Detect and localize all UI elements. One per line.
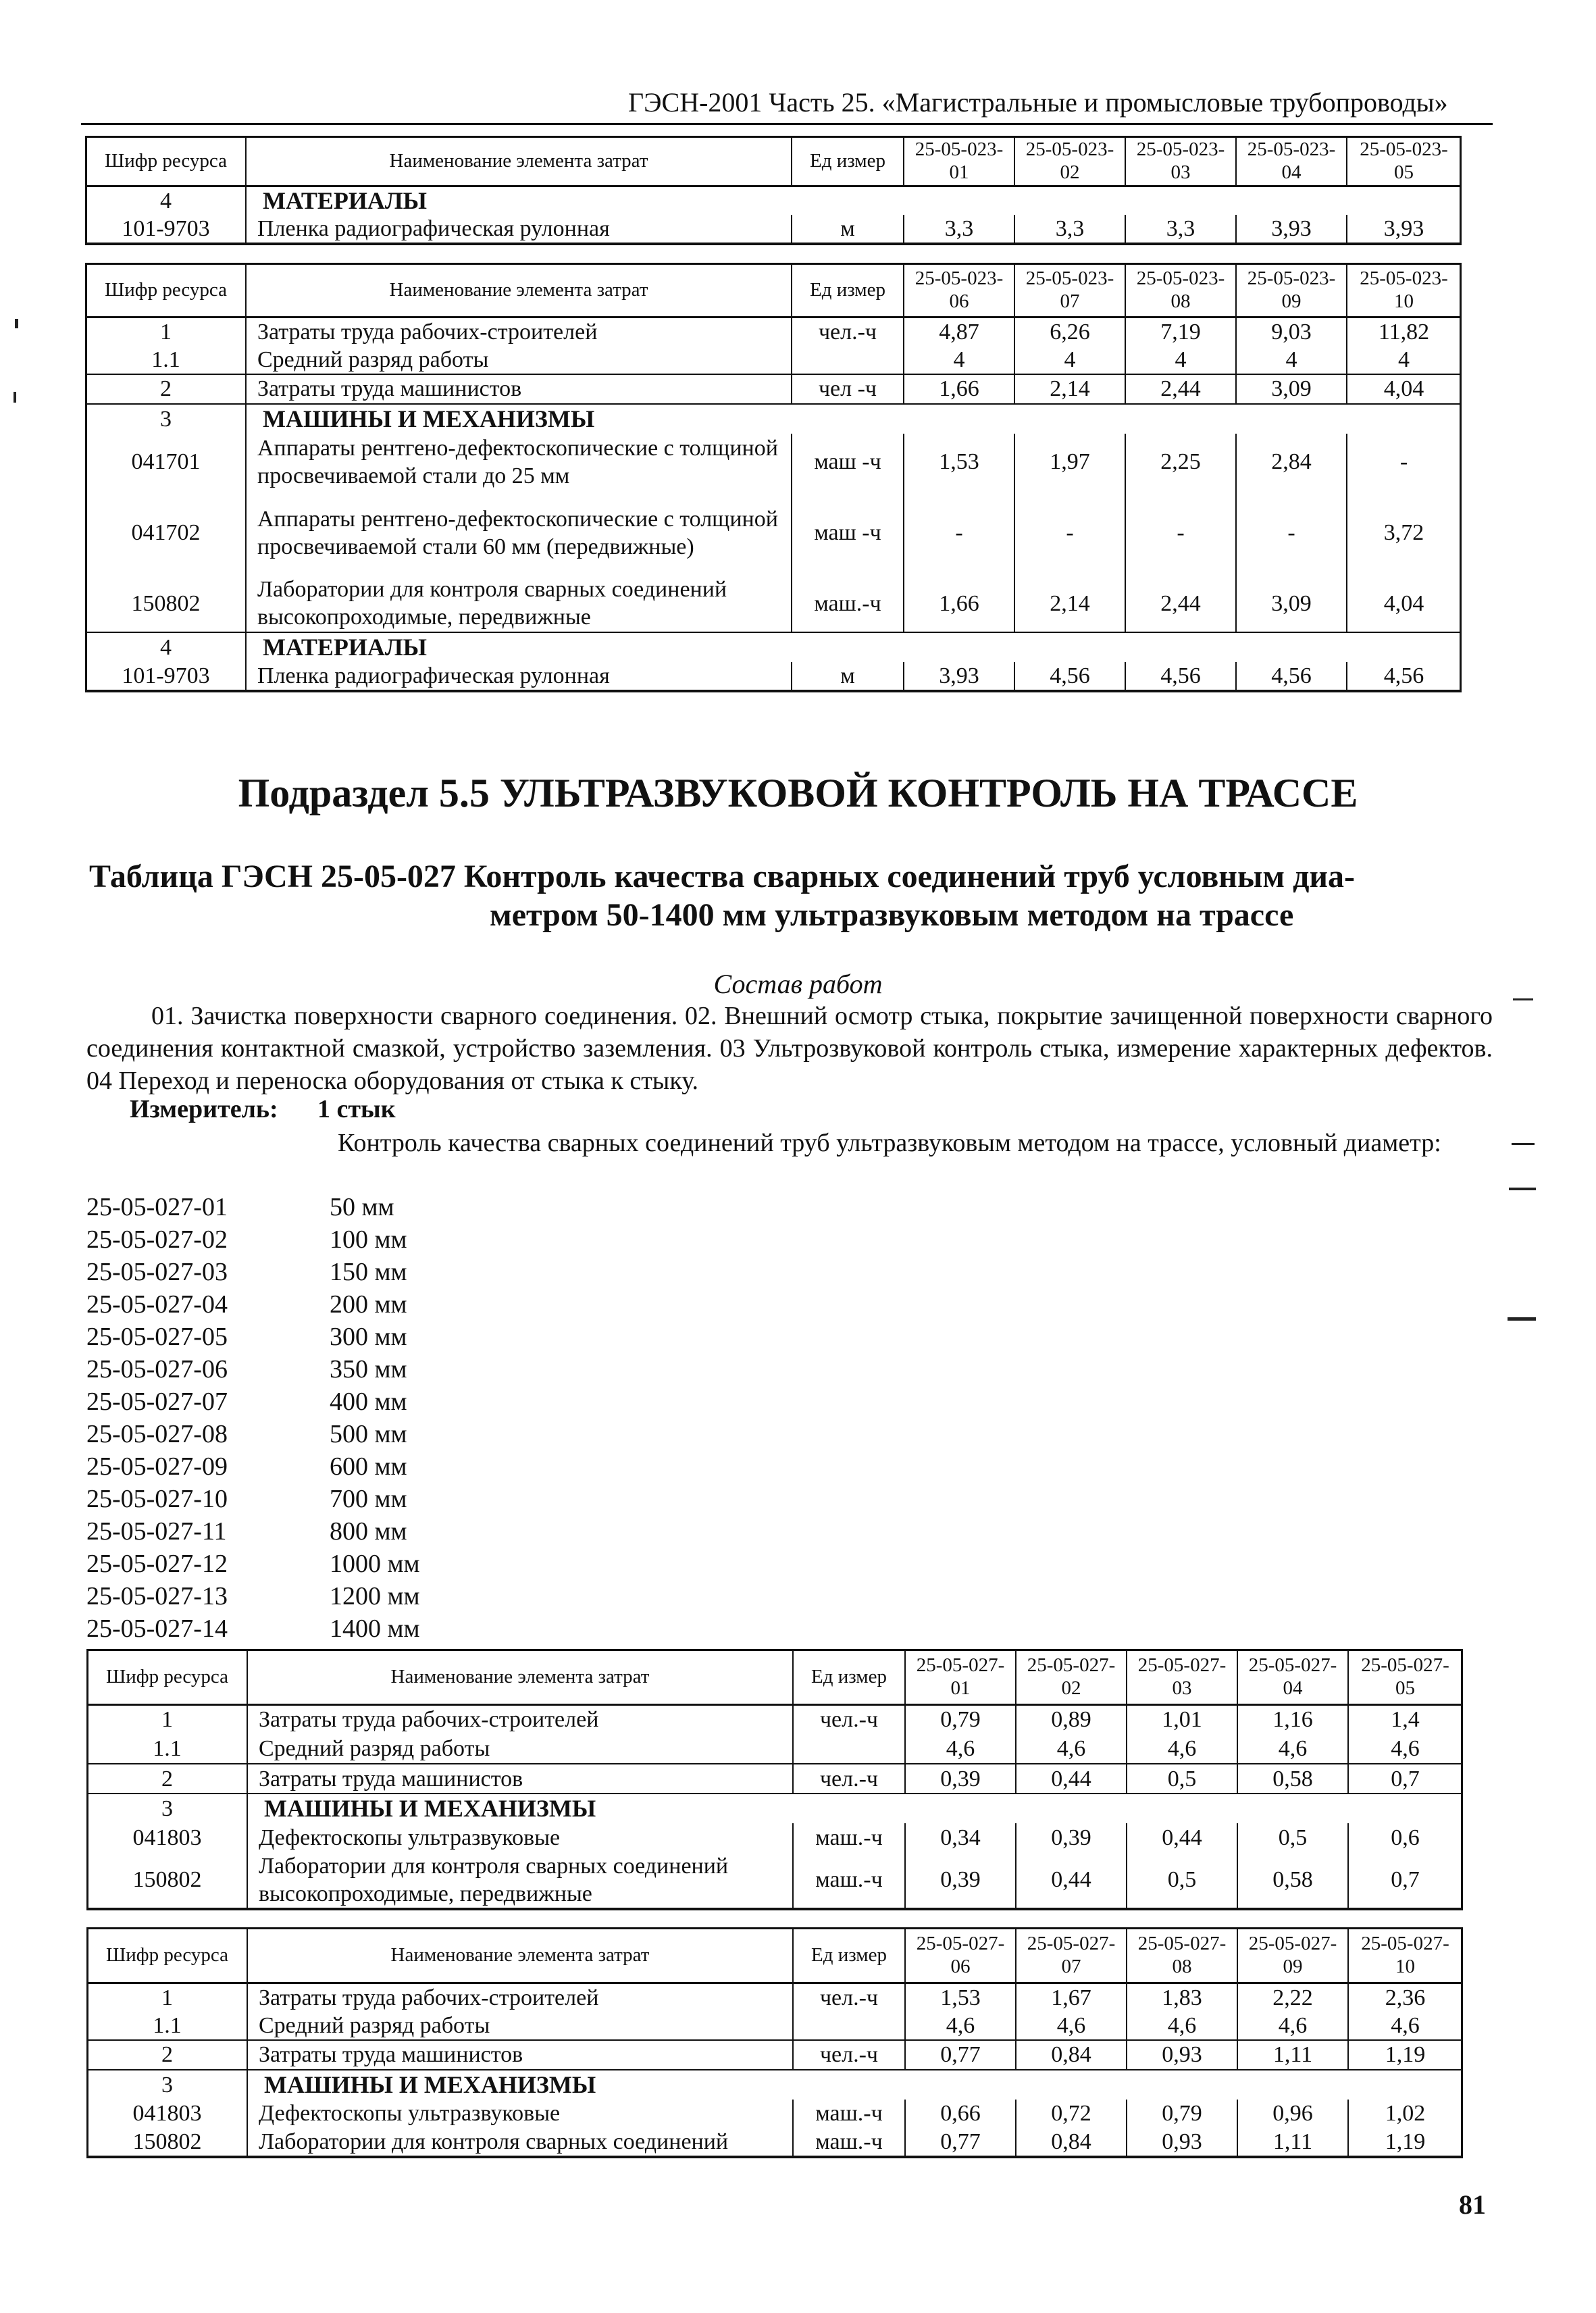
section-row (88, 2070, 1462, 2100)
norm-value: 4,04 (1347, 374, 1460, 404)
norm-value: 1,02 (1385, 2101, 1426, 2126)
norm-value: 0,5 (1127, 1764, 1237, 1794)
item-row (86, 1225, 407, 1254)
norm-value: 0,34 (905, 1823, 1016, 1852)
item-code: 25-05-027-13 (86, 1582, 228, 1610)
resource-code: 041803 (88, 1823, 247, 1852)
header-unit: Ед измер (792, 264, 904, 317)
resource-code: 3 (86, 404, 246, 434)
norm-value: 3,72 (1383, 520, 1424, 545)
unit (792, 346, 904, 374)
norm-value: 0,66 (905, 2100, 1016, 2128)
scan-speck (1512, 1143, 1535, 1145)
item-code: 25-05-027-10 (86, 1485, 228, 1513)
page-number: 81 (1459, 2189, 1486, 2220)
table-header-row (88, 1929, 1462, 1983)
item-row (86, 1419, 407, 1449)
norm-value: 11,82 (1378, 319, 1430, 345)
measure-label: Измеритель: (130, 1095, 278, 1123)
norm-value: 3,93 (1236, 215, 1347, 243)
header-element-name: Наименование элемента затрат (247, 1650, 793, 1704)
unit: чел.-ч (793, 1983, 905, 2012)
norm-value: 2,44 (1125, 374, 1236, 404)
item-diameter: 200 мм (330, 1290, 407, 1319)
norm-value: 4,6 (1016, 1734, 1127, 1764)
item-row (86, 1452, 407, 1481)
element-name: Аппараты рентгено-дефектоскопические с толщиной просвечиваемой стали до 25 мм (246, 434, 792, 490)
composition-text: 01. Зачистка поверхности сварного соединения. 02. Внешний осмотр стыка, покрытие зачищенной поверхности сварного соединения контактной смазкой, устройство заземления. 03 Ультрозвуковой контроль стыка, измерение характерных дефектов. 04 Переход и переноска оборудования от стыка к стыку. (86, 1002, 1493, 1095)
resource-table-027-06-10 (88, 1929, 1462, 2157)
subsection-title: Подраздел 5.5 УЛЬТРАЗВУКОВОЙ КОНТРОЛЬ НА ТРАССЕ (238, 771, 1358, 815)
norm-value: 4,56 (1236, 662, 1347, 690)
table-row (88, 1852, 1462, 1908)
item-code: 25-05-027-01 (86, 1193, 228, 1221)
item-diameter: 400 мм (330, 1388, 407, 1416)
header-norm-code: 25-05-023-08 (1125, 264, 1236, 317)
item-row (86, 1517, 407, 1546)
table-row (88, 1823, 1462, 1852)
item-row (86, 1192, 394, 1222)
item-code: 25-05-027-05 (86, 1323, 228, 1351)
element-name: Лаборатории для контроля сварных соединений (247, 2128, 793, 2156)
resource-code: 1.1 (88, 2012, 247, 2040)
scan-speck (14, 392, 16, 403)
norm-value: 0,39 (1016, 1823, 1127, 1852)
norm-value: 4 (1014, 346, 1125, 374)
table-row (86, 490, 1460, 576)
unit: м (792, 662, 904, 690)
element-name: Пленка радиографическая рулонная (246, 215, 792, 243)
norm-value: 3,3 (904, 215, 1014, 243)
norm-value: 1,97 (1014, 434, 1125, 490)
header-unit: Ед измер (793, 1929, 905, 1983)
scan-speck (1513, 998, 1533, 1000)
header-norm-code: 25-05-027-02 (1016, 1650, 1127, 1704)
norm-value: 4,04 (1347, 576, 1460, 632)
table-row (86, 434, 1460, 490)
norm-value: 0,44 (1016, 1764, 1127, 1794)
table-row (88, 2012, 1462, 2040)
norm-value: 0,39 (905, 1764, 1016, 1794)
item-row (86, 1257, 407, 1287)
section-row (86, 404, 1460, 434)
header-resource-code: Шифр ресурса (88, 1650, 247, 1704)
section-row (88, 1794, 1462, 1823)
norm-value: 0,77 (905, 2128, 1016, 2156)
norm-value: 1,19 (1348, 2040, 1462, 2070)
section-row (86, 186, 1460, 215)
resource-code: 041701 (86, 434, 246, 490)
header-norm-code: 25-05-027-10 (1348, 1929, 1462, 1983)
table-body (88, 1650, 1462, 1908)
unit: маш.-ч (793, 1852, 905, 1908)
norm-value: 1,4 (1391, 1707, 1420, 1733)
header-norm-code: 25-05-027-03 (1127, 1650, 1237, 1704)
unit: маш.-ч (793, 2128, 905, 2156)
resource-code: 150802 (88, 1852, 247, 1908)
norm-value: 0,7 (1348, 1764, 1462, 1794)
item-row (86, 1614, 420, 1644)
resource-code: 4 (86, 632, 246, 662)
table-row (86, 317, 1460, 346)
section-row (86, 632, 1460, 662)
table-row (86, 662, 1460, 690)
norm-value: 2,22 (1237, 1983, 1348, 2012)
item-row (86, 1322, 407, 1352)
unit: маш.-ч (793, 2100, 905, 2128)
header-norm-code: 25-05-027-06 (905, 1929, 1016, 1983)
norm-value: 1,11 (1237, 2040, 1348, 2070)
norm-value: 1,53 (905, 1983, 1016, 2012)
norm-value: 2,14 (1014, 576, 1125, 632)
composition-heading: Состав работ (713, 969, 883, 999)
element-name: Аппараты рентгено-дефектоскопические с толщиной просвечиваемой стали 60 мм (передвижные) (246, 490, 792, 576)
header-norm-code: 25-05-027-01 (905, 1650, 1016, 1704)
resource-table-023-06-10 (86, 264, 1460, 691)
header-rule (81, 123, 1493, 125)
element-name: Пленка радиографическая рулонная (246, 662, 792, 690)
item-code: 25-05-027-11 (86, 1517, 227, 1546)
item-row (86, 1581, 420, 1611)
norm-value: 3,3 (1014, 215, 1125, 243)
norm-value: 1,01 (1127, 1704, 1237, 1734)
norm-value: 4,6 (1348, 2012, 1462, 2040)
norm-value: - (1125, 490, 1236, 576)
header-unit: Ед измер (793, 1650, 905, 1704)
resource-code: 3 (88, 1794, 247, 1823)
norm-value: 0,72 (1016, 2100, 1127, 2128)
item-diameter: 350 мм (330, 1355, 407, 1383)
table-row (88, 2128, 1462, 2156)
element-name: Лаборатории для контроля сварных соединений высокопроходимые, передвижные (247, 1852, 793, 1908)
element-name: Дефектоскопы ультразвуковые (247, 2100, 793, 2128)
item-diameter: 300 мм (330, 1323, 407, 1351)
resource-code: 2 (88, 2040, 247, 2070)
norm-value: 4,56 (1347, 662, 1460, 690)
norm-value: 0,5 (1237, 1823, 1348, 1852)
norm-value: 3,3 (1125, 215, 1236, 243)
item-code: 25-05-027-12 (86, 1550, 228, 1578)
table-row (88, 1764, 1462, 1794)
norm-value: - (1236, 490, 1347, 576)
norm-value: - (1399, 449, 1408, 474)
item-diameter: 800 мм (330, 1517, 407, 1546)
item-row (86, 1484, 407, 1514)
norm-value: 0,96 (1237, 2100, 1348, 2128)
item-code: 25-05-027-09 (86, 1452, 228, 1481)
item-code: 25-05-027-04 (86, 1290, 228, 1319)
resource-code: 3 (88, 2070, 247, 2100)
norm-value: 4,87 (904, 317, 1014, 346)
resource-code: 101-9703 (86, 662, 246, 690)
norm-value: 3,09 (1236, 374, 1347, 404)
item-diameter: 1200 мм (330, 1582, 420, 1610)
norm-value: 1,53 (904, 434, 1014, 490)
norm-value: 1,19 (1348, 2128, 1462, 2156)
element-name: Средний разряд работы (247, 2012, 793, 2040)
norm-value: 6,26 (1014, 317, 1125, 346)
header-norm-code: 25-05-023-02 (1014, 137, 1125, 186)
norm-value: 4,6 (1237, 2012, 1348, 2040)
item-code: 25-05-027-07 (86, 1388, 228, 1416)
resource-code: 041702 (86, 490, 246, 576)
header-element-name: Наименование элемента затрат (246, 264, 792, 317)
header-unit: Ед измер (792, 137, 904, 186)
norm-value: 0,79 (1127, 2100, 1237, 2128)
section-label: МАШИНЫ И МЕХАНИЗМЫ (263, 405, 595, 432)
norm-value: 4,6 (1127, 1734, 1237, 1764)
norm-value: 2,14 (1014, 374, 1125, 404)
item-code: 25-05-027-14 (86, 1615, 228, 1643)
norm-value: 4,6 (1127, 2012, 1237, 2040)
norm-value: 0,77 (905, 2040, 1016, 2070)
measure-value: 1 стык (317, 1095, 396, 1123)
unit: чел.-ч (793, 1764, 905, 1794)
header-norm-code: 25-05-023-09 (1236, 264, 1347, 317)
norm-value: 1,66 (904, 374, 1014, 404)
item-diameter: 500 мм (330, 1420, 407, 1448)
resource-code: 150802 (86, 576, 246, 632)
resource-code: 101-9703 (86, 215, 246, 243)
norm-value: 4 (1125, 346, 1236, 374)
norm-value: 2,84 (1236, 434, 1347, 490)
norm-value: 4,56 (1014, 662, 1125, 690)
unit: чел -ч (792, 374, 904, 404)
unit: м (792, 215, 904, 243)
norm-value: 4,6 (1237, 1734, 1348, 1764)
resource-code: 1 (88, 1983, 247, 2012)
section-label: МАШИНЫ И МЕХАНИЗМЫ (264, 2070, 596, 2098)
element-name: Лаборатории для контроля сварных соединений высокопроходимые, передвижные (246, 576, 792, 632)
table-row (88, 1734, 1462, 1764)
header-resource-code: Шифр ресурса (88, 1929, 247, 1983)
header-resource-code: Шифр ресурса (86, 137, 246, 186)
unit: маш -ч (792, 434, 904, 490)
table-title-line-1: Таблица ГЭСН 25-05-027 Контроль качества сварных соединений труб условным диа- (89, 859, 1356, 894)
norm-value: 9,03 (1236, 317, 1347, 346)
element-name: Затраты труда рабочих-строителей (247, 1704, 793, 1734)
table-row (86, 346, 1460, 374)
header-norm-code: 25-05-023-05 (1347, 137, 1460, 186)
norm-value: 0,79 (905, 1704, 1016, 1734)
header-resource-code: Шифр ресурса (86, 264, 246, 317)
item-diameter: 600 мм (330, 1452, 407, 1481)
table-header-row (88, 1650, 1462, 1704)
item-diameter: 150 мм (330, 1258, 407, 1286)
running-header: ГЭСН-2001 Часть 25. «Магистральные и промысловые трубопроводы» (628, 87, 1448, 118)
norm-value: 4,6 (1348, 1734, 1462, 1764)
norm-value: 0,44 (1127, 1823, 1237, 1852)
norm-value: - (904, 490, 1014, 576)
unit: чел.-ч (792, 317, 904, 346)
table-row (86, 576, 1460, 632)
norm-value: 3,09 (1236, 576, 1347, 632)
table-body (86, 137, 1460, 243)
item-row (86, 1549, 420, 1579)
table-title-line-2: метром 50-1400 мм ультразвуковым методом на трассе (490, 897, 1294, 933)
element-name: Средний разряд работы (246, 346, 792, 374)
norm-value: 0,93 (1127, 2040, 1237, 2070)
norm-value: 2,44 (1125, 576, 1236, 632)
element-name: Затраты труда рабочих-строителей (247, 1983, 793, 2012)
norm-value: - (1014, 490, 1125, 576)
norm-value: 1,66 (904, 576, 1014, 632)
norm-value: 0,84 (1016, 2128, 1127, 2156)
table-header-row (86, 137, 1460, 186)
header-norm-code: 25-05-023-06 (904, 264, 1014, 317)
norm-value: 1,11 (1237, 2128, 1348, 2156)
header-element-name: Наименование элемента затрат (247, 1929, 793, 1983)
table-row (86, 374, 1460, 404)
header-norm-code: 25-05-023-07 (1014, 264, 1125, 317)
header-element-name: Наименование элемента затрат (246, 137, 792, 186)
header-norm-code: 25-05-027-05 (1348, 1650, 1462, 1704)
table-row (88, 2040, 1462, 2070)
section-label: МАШИНЫ И МЕХАНИЗМЫ (264, 1795, 596, 1822)
element-name: Затраты труда рабочих-строителей (246, 317, 792, 346)
item-row (86, 1354, 407, 1384)
unit: маш -ч (792, 490, 904, 576)
table-header-row (86, 264, 1460, 317)
header-norm-code: 25-05-023-10 (1347, 264, 1460, 317)
resource-code: 1.1 (86, 346, 246, 374)
norm-value: 0,89 (1016, 1704, 1127, 1734)
header-norm-code: 25-05-023-03 (1125, 137, 1236, 186)
item-code: 25-05-027-02 (86, 1225, 228, 1254)
norm-value: 3,93 (1347, 215, 1460, 243)
norm-value: 0,58 (1237, 1764, 1348, 1794)
norm-value: 1,83 (1127, 1983, 1237, 2012)
item-code: 25-05-027-03 (86, 1258, 228, 1286)
scan-speck (1509, 1188, 1536, 1190)
norm-value: 0,7 (1348, 1852, 1462, 1908)
resource-code: 2 (86, 374, 246, 404)
item-diameter: 700 мм (330, 1485, 407, 1513)
header-norm-code: 25-05-023-01 (904, 137, 1014, 186)
item-row (86, 1290, 407, 1319)
norm-value: 0,5 (1127, 1852, 1237, 1908)
header-norm-code: 25-05-027-08 (1127, 1929, 1237, 1983)
resource-code: 1 (86, 317, 246, 346)
norm-value: 1,16 (1237, 1704, 1348, 1734)
norm-value: 1,67 (1016, 1983, 1127, 2012)
norm-value: 7,19 (1125, 317, 1236, 346)
element-name: Средний разряд работы (247, 1734, 793, 1764)
element-name: Затраты труда машинистов (246, 374, 792, 404)
table-row (86, 215, 1460, 243)
resource-code: 041803 (88, 2100, 247, 2128)
section-label: МАТЕРИАЛЫ (263, 186, 427, 214)
norm-value: 0,44 (1016, 1852, 1127, 1908)
norm-value: 4,56 (1125, 662, 1236, 690)
norm-value: 2,36 (1385, 1985, 1426, 2010)
norm-value: 4,6 (1016, 2012, 1127, 2040)
norm-value: 0,6 (1391, 1825, 1420, 1850)
norm-value: 0,84 (1016, 2040, 1127, 2070)
unit: маш.-ч (792, 576, 904, 632)
table-row (88, 1983, 1462, 2012)
scan-speck (15, 319, 18, 328)
resource-table-027-01-05 (88, 1650, 1462, 1909)
norm-value: 4,6 (905, 1734, 1016, 1764)
item-diameter: 50 мм (330, 1193, 394, 1221)
unit: маш.-ч (793, 1823, 905, 1852)
item-diameter: 1000 мм (330, 1550, 420, 1578)
resource-code: 4 (86, 186, 246, 215)
header-norm-code: 25-05-027-07 (1016, 1929, 1127, 1983)
resource-code: 2 (88, 1764, 247, 1794)
table-row (88, 1704, 1462, 1734)
norm-value: 4 (1236, 346, 1347, 374)
table-body (88, 1929, 1462, 2156)
item-description: Контроль качества сварных соединений труб ультразвуковым методом на трассе, условный диаметр: (338, 1129, 1441, 1157)
norm-value: 3,93 (904, 662, 1014, 690)
resource-code: 1 (88, 1704, 247, 1734)
table-row (88, 2100, 1462, 2128)
norm-value: 4 (904, 346, 1014, 374)
header-norm-code: 25-05-023-04 (1236, 137, 1347, 186)
unit: чел.-ч (793, 1704, 905, 1734)
item-row (86, 1387, 407, 1417)
element-name: Затраты труда машинистов (247, 1764, 793, 1794)
item-diameter: 100 мм (330, 1225, 407, 1254)
resource-code: 1.1 (88, 1734, 247, 1764)
resource-code: 150802 (88, 2128, 247, 2156)
norm-value: 0,93 (1127, 2128, 1237, 2156)
element-name: Дефектоскопы ультразвуковые (247, 1823, 793, 1852)
scan-speck (1508, 1317, 1536, 1321)
unit (793, 1734, 905, 1764)
unit: чел.-ч (793, 2040, 905, 2070)
item-code: 25-05-027-06 (86, 1355, 228, 1383)
table-body (86, 264, 1460, 690)
item-diameter: 1400 мм (330, 1615, 420, 1643)
resource-table-023-01-05 (86, 137, 1460, 244)
norm-value: 0,39 (905, 1852, 1016, 1908)
norm-value: 4,6 (905, 2012, 1016, 2040)
element-name: Затраты труда машинистов (247, 2040, 793, 2070)
unit (793, 2012, 905, 2040)
norm-value: 2,25 (1125, 434, 1236, 490)
header-norm-code: 25-05-027-04 (1237, 1650, 1348, 1704)
item-code: 25-05-027-08 (86, 1420, 228, 1448)
header-norm-code: 25-05-027-09 (1237, 1929, 1348, 1983)
norm-value: 4 (1347, 346, 1460, 374)
section-label: МАТЕРИАЛЫ (263, 633, 427, 661)
norm-value: 0,58 (1237, 1852, 1348, 1908)
